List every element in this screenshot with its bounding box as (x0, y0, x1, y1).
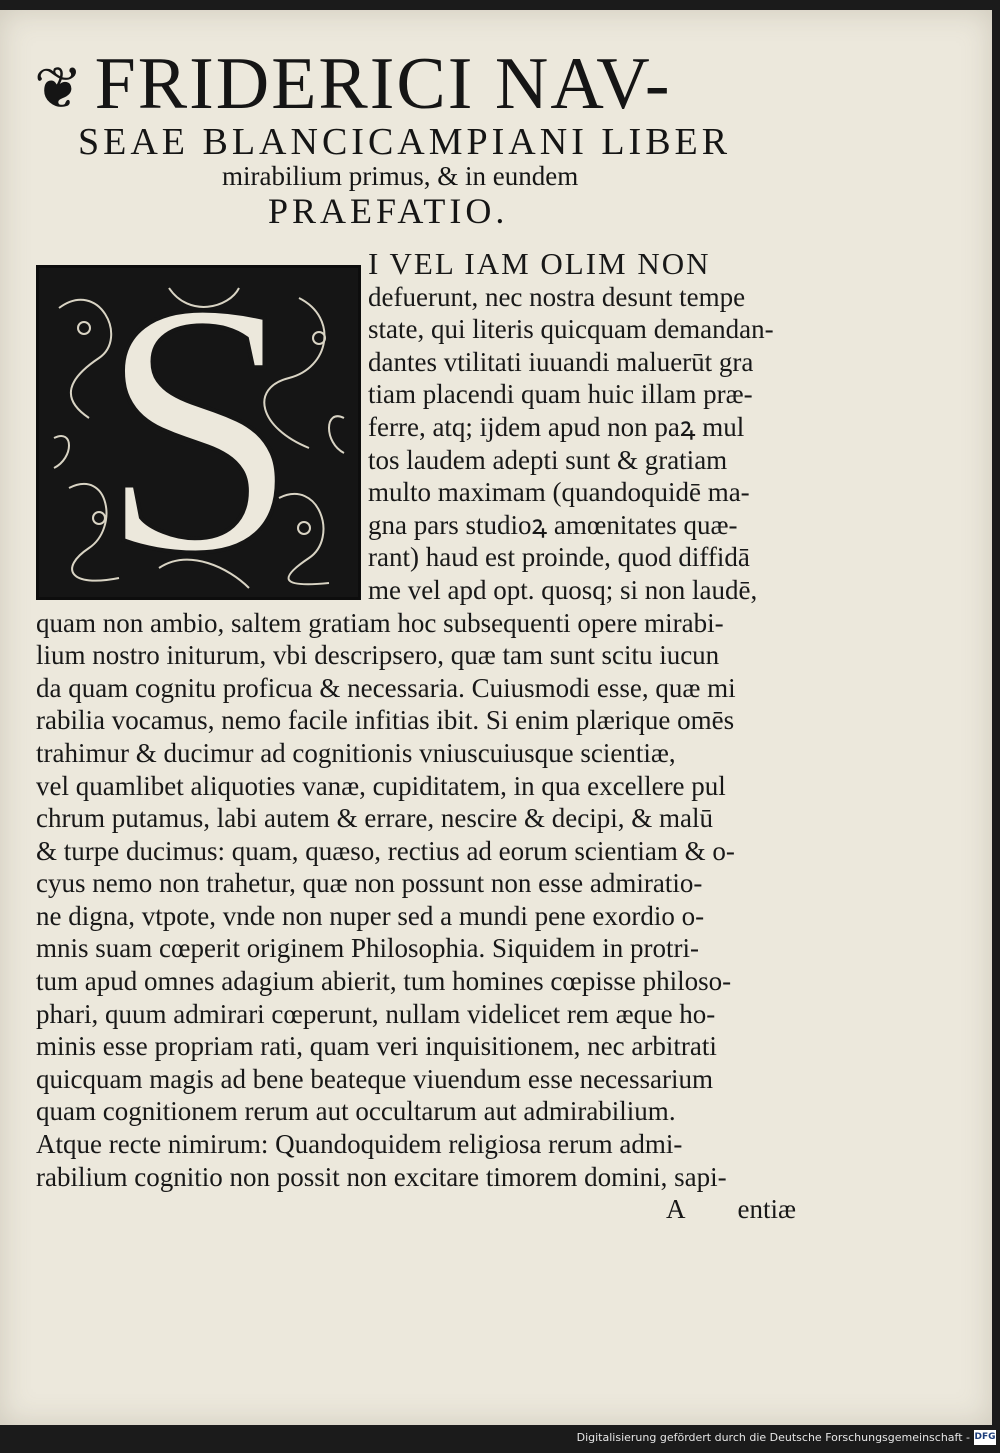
initial-letter: S (98, 228, 300, 627)
text-line: rant) haud est proinde, quod diffidā (368, 542, 750, 573)
text-line: me vel apd opt. quosq; si non laudē, (368, 574, 758, 605)
heading-line-1 (34, 44, 814, 124)
dfg-logo-icon: DFG (974, 1430, 996, 1445)
heading-line-3: mirabilium primus, & in eundem (222, 161, 579, 191)
funding-note: Digitalisierung gefördert durch die Deutsche Forschungsgemeinschaft - (576, 1431, 970, 1444)
text-line: minis esse propriam rati, quam veri inquisitionem, nec arbitrati (36, 1031, 717, 1062)
text-line: ferre, atq; ijdem apud non paꝝ mul (368, 411, 745, 442)
text-line: & turpe ducimus: quam, quæso, rectius ad eorum scientiam & o- (36, 835, 735, 866)
text-line: dantes vtilitati iuuandi maluerūt gra (368, 346, 754, 377)
text-line: chrum putamus, labi autem & errare, nescire & decipi, & malū (36, 803, 714, 834)
preface-text (36, 228, 806, 1226)
text-line: lium nostro initurum, vbi descripsero, quæ tam sunt scitu iucun (36, 640, 720, 671)
text-line: cyus nemo non trahetur, quæ non possunt non esse admiratio- (36, 868, 703, 899)
text-line: tiam placendi quam huic illam præ- (368, 379, 753, 410)
heading-praefatio: PRAEFATIO. (268, 191, 509, 231)
text-line: mnis suam cœperit originem Philosophia. Siquidem in protri- (36, 933, 699, 964)
text-line: tum apud omnes adagium abierit, tum homines cœpisse philoso- (36, 966, 732, 997)
text-line: I VEL IAM OLIM NON (368, 248, 711, 281)
text-line: Atque recte nimirum: Quandoquidem religiosa rerum admi- (36, 1129, 683, 1160)
text-line: phari, quum admirari cœperunt, nullam videlicet rem æque ho- (36, 998, 716, 1029)
heading-line-2: SEAE BLANCICAMPIANI LIBER (78, 121, 732, 163)
catchword: entiæ (737, 1194, 796, 1225)
text-line: rabilium cognitio non possit non excitare timorem domini, sapi- (36, 1161, 727, 1192)
fleuron-icon: ❦ (34, 56, 85, 121)
heading-author: FRIDERICI NAV- (94, 43, 672, 125)
text-line: quicquam magis ad bene beateque viuendum esse necessarium (36, 1063, 714, 1094)
text-line: vel quamlibet aliquoties vanæ, cupiditatem, in qua excellere pul (36, 770, 726, 801)
text-line: gna pars studioꝝ amœnitates quæ- (368, 509, 738, 540)
text-line: trahimur & ducimur ad cognitionis vniuscuiusque scientiæ, (36, 737, 676, 768)
text-line: state, qui literis quicquam demandan- (368, 314, 774, 345)
text-line: rabilia vocamus, nemo facile infitias ibit. Si enim plærique omēs (36, 705, 735, 736)
text-line: da quam cognitu proficua & necessaria. Cuiusmodi esse, quæ mi (36, 672, 736, 703)
text-line: multo maximam (quandoquidē ma- (368, 477, 750, 508)
signature-mark: A (665, 1194, 684, 1225)
signature-line (36, 1193, 806, 1226)
text-line: quam cognitionem rerum aut occultarum aut admirabilium. (36, 1096, 676, 1127)
text-line: defuerunt, nec nostra desunt tempe (368, 281, 746, 312)
footer-bar (0, 1425, 1000, 1453)
text-line: ne digna, vtpote, vnde non nuper sed a mundi pene exordio o- (36, 900, 705, 931)
text-line: quam non ambio, saltem gratiam hoc subsequenti opere mirabi- (36, 607, 724, 638)
text-line: tos laudem adepti sunt & gratiam (368, 444, 728, 475)
